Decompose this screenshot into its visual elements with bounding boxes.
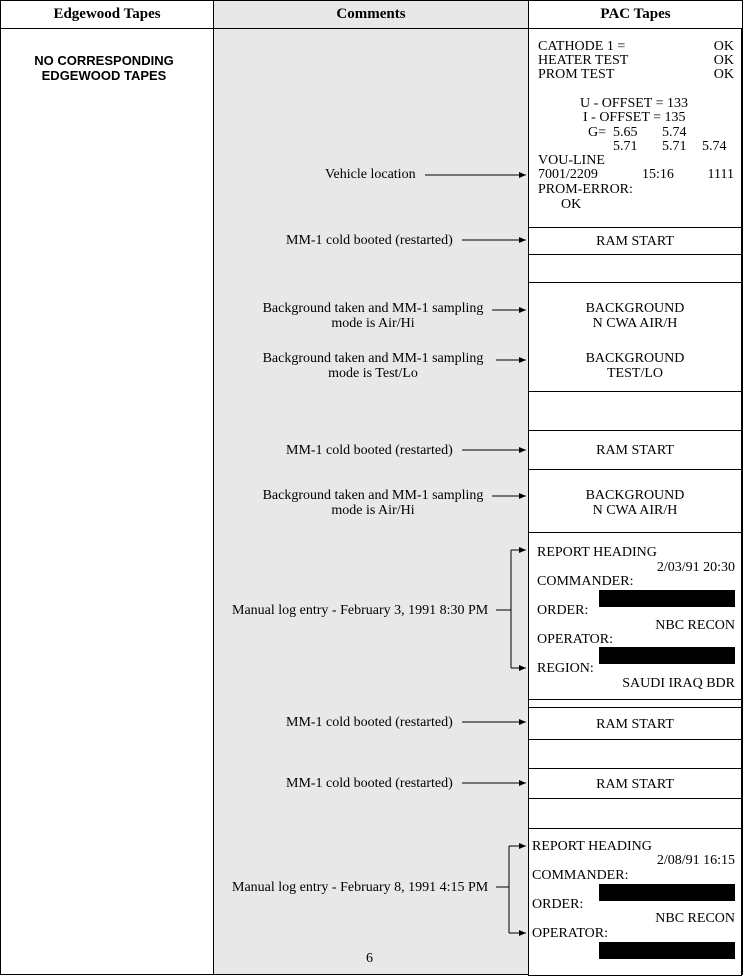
comment-cold-boot-3: MM-1 cold booted (restarted)	[286, 715, 453, 730]
no-edgewood-note-line1: NO CORRESPONDING	[34, 53, 174, 68]
cathode-label: CATHODE 1 =	[538, 39, 626, 54]
cathode-value: OK	[713, 39, 734, 54]
comment-background-air-1-line1: Background taken and MM-1 sampling	[262, 301, 484, 316]
prom-label: PROM TEST	[538, 67, 615, 82]
report-1-commander-label: COMMANDER:	[537, 574, 634, 589]
report-1-datetime: 2/03/91 20:30	[656, 560, 735, 575]
comment-manual-log-2: Manual log entry - February 8, 1991 4:15 PM	[232, 880, 489, 895]
background-1-line1: BACKGROUND	[585, 301, 685, 316]
g-value-3: 5.71	[613, 139, 638, 154]
report-1-operator-label: OPERATOR:	[537, 632, 613, 647]
vou-time: 15:16	[642, 167, 674, 182]
g-label: G=	[588, 125, 607, 140]
comment-background-air-1-line2: mode is Air/Hi	[331, 316, 415, 331]
report-2-order-label: ORDER:	[532, 897, 584, 912]
header-pac: PAC Tapes	[528, 0, 743, 29]
g-value-1: 5.65	[613, 125, 638, 140]
comment-cold-boot-2: MM-1 cold booted (restarted)	[286, 443, 453, 458]
background-2-line2: TEST/LO	[607, 366, 663, 381]
vou-number: 1111	[707, 167, 734, 182]
background-1-line2: N CWA AIR/H	[592, 316, 678, 331]
i-offset: I - OFFSET = 135	[583, 110, 686, 125]
g-value-2: 5.74	[662, 125, 687, 140]
prom-error-value: OK	[561, 197, 582, 212]
background-2-line1: BACKGROUND	[585, 351, 685, 366]
g-value-4: 5.71	[662, 139, 687, 154]
comment-manual-log-1: Manual log entry - February 3, 1991 8:30 PM	[232, 603, 489, 618]
comment-background-air-2-line1: Background taken and MM-1 sampling	[262, 488, 484, 503]
report-2-commander-label: COMMANDER:	[532, 868, 629, 883]
comment-background-test-line2: mode is Test/Lo	[328, 366, 418, 381]
comment-cold-boot-1: MM-1 cold booted (restarted)	[286, 233, 453, 248]
heater-label: HEATER TEST	[538, 53, 629, 68]
report-2-heading: REPORT HEADING	[532, 839, 652, 854]
report-1-region-value: SAUDI IRAQ BDR	[622, 676, 735, 691]
prom-value: OK	[713, 67, 734, 82]
comment-background-air-2-line2: mode is Air/Hi	[331, 503, 415, 518]
report-1-region-label: REGION:	[537, 661, 594, 676]
report-2-order-value: NBC RECON	[655, 911, 735, 926]
header-edgewood: Edgewood Tapes	[0, 0, 214, 29]
ram-start-2: RAM START	[596, 443, 674, 458]
report-1-order-label: ORDER:	[537, 603, 589, 618]
report-2-datetime: 2/08/91 16:15	[656, 853, 735, 868]
background-3-line2: N CWA AIR/H	[592, 503, 678, 518]
ram-start-3: RAM START	[596, 717, 674, 732]
background-3-line1: BACKGROUND	[585, 488, 685, 503]
header-comments: Comments	[213, 0, 529, 29]
report-1-order-value: NBC RECON	[655, 618, 735, 633]
heater-value: OK	[713, 53, 734, 68]
report-1-heading: REPORT HEADING	[537, 545, 657, 560]
g-value-5: 5.74	[702, 139, 727, 154]
ram-start-1: RAM START	[596, 234, 674, 249]
vou-id: 7001/2209	[538, 167, 598, 182]
u-offset: U - OFFSET = 133	[580, 96, 688, 111]
comment-vehicle-location: Vehicle location	[325, 167, 416, 182]
comment-background-test-line1: Background taken and MM-1 sampling	[262, 351, 484, 366]
no-edgewood-note-line2: EDGEWOOD TAPES	[41, 68, 167, 83]
page-number: 6	[366, 951, 373, 966]
report-2-operator-label: OPERATOR:	[532, 926, 608, 941]
comment-cold-boot-4: MM-1 cold booted (restarted)	[286, 776, 453, 791]
vou-line-label: VOU-LINE	[538, 153, 605, 168]
ram-start-4: RAM START	[596, 777, 674, 792]
prom-error-label: PROM-ERROR:	[538, 182, 633, 197]
